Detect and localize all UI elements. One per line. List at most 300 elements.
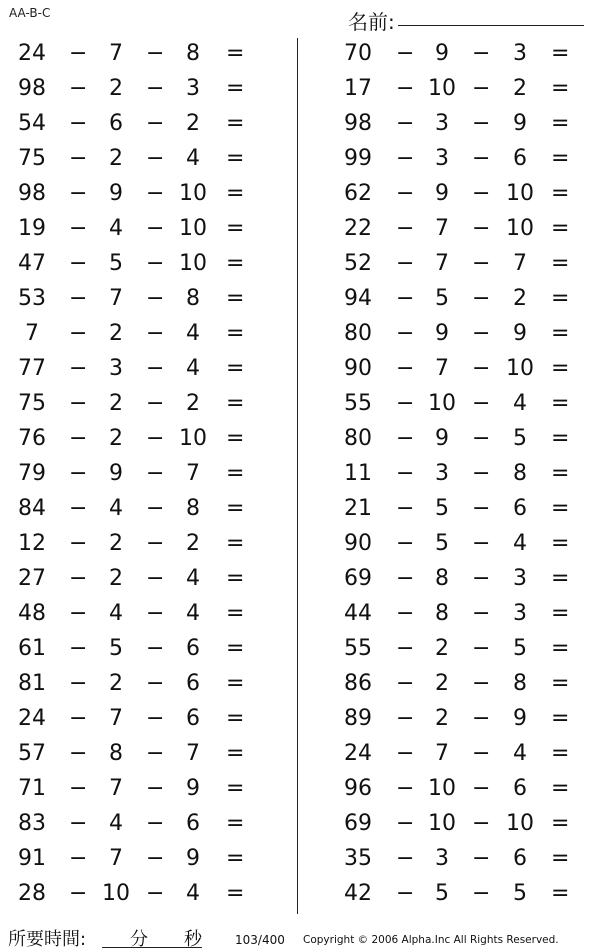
first-number: 54: [18, 111, 46, 136]
equals-sign: =: [226, 356, 245, 381]
first-number: 80: [344, 321, 372, 346]
equals-sign: =: [226, 671, 245, 696]
copyright-notice: Copyright © 2006 Alpha.Inc All Rights Reserved.: [303, 934, 559, 946]
second-number: 8: [435, 601, 449, 626]
first-number: 90: [344, 531, 372, 556]
first-number: 27: [18, 566, 46, 591]
third-number: 10: [506, 811, 534, 836]
first-number: 24: [18, 41, 46, 66]
problem-row: [0, 73, 290, 108]
minus-sign: −: [472, 41, 491, 66]
minus-sign: −: [146, 776, 165, 801]
minus-sign: −: [472, 146, 491, 171]
third-number: 10: [506, 181, 534, 206]
second-number: 9: [435, 321, 449, 346]
first-number: 17: [344, 76, 372, 101]
minus-sign: −: [472, 356, 491, 381]
equals-sign: =: [226, 41, 245, 66]
problem-row: [328, 458, 600, 493]
second-number: 10: [428, 76, 456, 101]
first-number: 86: [344, 671, 372, 696]
seconds-label: 秒: [184, 929, 202, 950]
third-number: 9: [186, 776, 200, 801]
minus-sign: −: [69, 601, 88, 626]
equals-sign: =: [551, 741, 570, 766]
equals-sign: =: [226, 846, 245, 871]
minus-sign: −: [396, 531, 415, 556]
equals-sign: =: [226, 741, 245, 766]
first-number: 61: [18, 636, 46, 661]
first-number: 70: [344, 41, 372, 66]
second-number: 3: [435, 846, 449, 871]
third-number: 4: [513, 741, 527, 766]
problem-row: [328, 493, 600, 528]
minus-sign: −: [146, 741, 165, 766]
first-number: 55: [344, 636, 372, 661]
problem-row: [328, 598, 600, 633]
second-number: 2: [109, 321, 123, 346]
equals-sign: =: [551, 566, 570, 591]
equals-sign: =: [226, 706, 245, 731]
third-number: 10: [179, 426, 207, 451]
problem-row: [0, 493, 290, 528]
minus-sign: −: [146, 216, 165, 241]
problem-row: [0, 738, 290, 773]
second-number: 2: [109, 76, 123, 101]
first-number: 94: [344, 286, 372, 311]
minus-sign: −: [69, 706, 88, 731]
second-number: 4: [109, 496, 123, 521]
third-number: 10: [179, 216, 207, 241]
first-number: 48: [18, 601, 46, 626]
second-number: 8: [109, 741, 123, 766]
minus-sign: −: [396, 671, 415, 696]
second-number: 9: [435, 181, 449, 206]
third-number: 10: [179, 181, 207, 206]
third-number: 8: [513, 671, 527, 696]
second-number: 5: [435, 286, 449, 311]
minus-sign: −: [472, 321, 491, 346]
minus-sign: −: [69, 76, 88, 101]
minus-sign: −: [396, 426, 415, 451]
equals-sign: =: [226, 566, 245, 591]
problem-row: [0, 668, 290, 703]
first-number: 91: [18, 846, 46, 871]
first-number: 80: [344, 426, 372, 451]
first-number: 62: [344, 181, 372, 206]
third-number: 4: [513, 531, 527, 556]
third-number: 6: [186, 671, 200, 696]
first-number: 57: [18, 741, 46, 766]
problem-row: [328, 633, 600, 668]
second-number: 9: [435, 41, 449, 66]
third-number: 10: [179, 251, 207, 276]
second-number: 9: [109, 461, 123, 486]
problem-row: [328, 738, 600, 773]
equals-sign: =: [226, 76, 245, 101]
minus-sign: −: [69, 111, 88, 136]
second-number: 10: [102, 881, 130, 906]
third-number: 2: [513, 286, 527, 311]
equals-sign: =: [551, 636, 570, 661]
first-number: 83: [18, 811, 46, 836]
problem-row: [328, 213, 600, 248]
equals-sign: =: [226, 531, 245, 556]
equals-sign: =: [226, 391, 245, 416]
minus-sign: −: [146, 76, 165, 101]
problem-row: [0, 318, 290, 353]
minus-sign: −: [146, 426, 165, 451]
third-number: 10: [506, 216, 534, 241]
problem-row: [328, 423, 600, 458]
minus-sign: −: [396, 286, 415, 311]
minus-sign: −: [69, 741, 88, 766]
problem-row: [0, 843, 290, 878]
third-number: 7: [513, 251, 527, 276]
equals-sign: =: [551, 41, 570, 66]
minus-sign: −: [396, 146, 415, 171]
equals-sign: =: [226, 251, 245, 276]
problem-row: [328, 353, 600, 388]
third-number: 5: [513, 426, 527, 451]
problem-row: [0, 283, 290, 318]
minus-sign: −: [146, 636, 165, 661]
second-number: 8: [435, 566, 449, 591]
first-number: 42: [344, 881, 372, 906]
minus-sign: −: [146, 496, 165, 521]
equals-sign: =: [226, 881, 245, 906]
minus-sign: −: [146, 111, 165, 136]
first-number: 11: [344, 461, 372, 486]
problem-row: [328, 38, 600, 73]
equals-sign: =: [551, 321, 570, 346]
problem-row: [328, 773, 600, 808]
first-number: 47: [18, 251, 46, 276]
minus-sign: −: [146, 356, 165, 381]
first-number: 98: [344, 111, 372, 136]
minus-sign: −: [396, 776, 415, 801]
problem-row: [328, 108, 600, 143]
problem-row: [328, 388, 600, 423]
minus-sign: −: [472, 706, 491, 731]
minus-sign: −: [146, 321, 165, 346]
equals-sign: =: [551, 531, 570, 556]
equals-sign: =: [551, 76, 570, 101]
first-number: 75: [18, 146, 46, 171]
first-number: 79: [18, 461, 46, 486]
first-number: 55: [344, 391, 372, 416]
equals-sign: =: [551, 601, 570, 626]
second-number: 5: [109, 251, 123, 276]
minus-sign: −: [472, 496, 491, 521]
minus-sign: −: [396, 181, 415, 206]
minus-sign: −: [396, 321, 415, 346]
equals-sign: =: [551, 461, 570, 486]
minus-sign: −: [472, 671, 491, 696]
minus-sign: −: [69, 356, 88, 381]
second-number: 2: [109, 671, 123, 696]
problem-row: [328, 283, 600, 318]
minus-sign: −: [69, 181, 88, 206]
problem-row: [0, 773, 290, 808]
minus-sign: −: [69, 41, 88, 66]
problem-row: [0, 528, 290, 563]
minus-sign: −: [472, 111, 491, 136]
minus-sign: −: [472, 846, 491, 871]
minus-sign: −: [69, 251, 88, 276]
first-number: 69: [344, 811, 372, 836]
equals-sign: =: [551, 391, 570, 416]
minus-sign: −: [146, 391, 165, 416]
minus-sign: −: [146, 251, 165, 276]
equals-sign: =: [226, 496, 245, 521]
minus-sign: −: [396, 566, 415, 591]
first-number: 69: [344, 566, 372, 591]
third-number: 2: [186, 391, 200, 416]
equals-sign: =: [551, 846, 570, 871]
minus-sign: −: [146, 461, 165, 486]
third-number: 4: [186, 601, 200, 626]
minus-sign: −: [472, 811, 491, 836]
third-number: 7: [186, 461, 200, 486]
first-number: 22: [344, 216, 372, 241]
problem-row: [328, 703, 600, 738]
equals-sign: =: [551, 881, 570, 906]
minus-sign: −: [146, 286, 165, 311]
equals-sign: =: [226, 426, 245, 451]
third-number: 6: [513, 846, 527, 871]
first-number: 35: [344, 846, 372, 871]
second-number: 2: [435, 671, 449, 696]
minus-sign: −: [69, 146, 88, 171]
problem-row: [328, 563, 600, 598]
first-number: 24: [18, 706, 46, 731]
column-divider: [297, 38, 298, 914]
second-number: 2: [109, 566, 123, 591]
equals-sign: =: [551, 216, 570, 241]
equals-sign: =: [226, 286, 245, 311]
second-number: 7: [435, 356, 449, 381]
second-number: 4: [109, 811, 123, 836]
equals-sign: =: [551, 776, 570, 801]
equals-sign: =: [226, 461, 245, 486]
minus-sign: −: [69, 391, 88, 416]
first-number: 98: [18, 181, 46, 206]
minus-sign: −: [472, 181, 491, 206]
minus-sign: −: [146, 146, 165, 171]
second-number: 6: [109, 111, 123, 136]
third-number: 6: [513, 496, 527, 521]
first-number: 7: [25, 321, 39, 346]
minus-sign: −: [146, 41, 165, 66]
minus-sign: −: [69, 461, 88, 486]
minus-sign: −: [472, 461, 491, 486]
equals-sign: =: [226, 776, 245, 801]
problem-row: [0, 353, 290, 388]
minus-sign: −: [396, 111, 415, 136]
third-number: 2: [186, 531, 200, 556]
problem-row: [0, 143, 290, 178]
third-number: 10: [506, 356, 534, 381]
minus-sign: −: [396, 811, 415, 836]
problem-row: [0, 178, 290, 213]
minus-sign: −: [472, 566, 491, 591]
problem-row: [0, 388, 290, 423]
minus-sign: −: [396, 461, 415, 486]
minus-sign: −: [472, 636, 491, 661]
second-number: 3: [435, 111, 449, 136]
problem-row: [328, 73, 600, 108]
minus-sign: −: [69, 776, 88, 801]
equals-sign: =: [551, 426, 570, 451]
second-number: 2: [435, 636, 449, 661]
equals-sign: =: [226, 146, 245, 171]
problem-row: [328, 178, 600, 213]
third-number: 9: [513, 321, 527, 346]
problem-row: [328, 843, 600, 878]
equals-sign: =: [226, 811, 245, 836]
minus-sign: −: [69, 566, 88, 591]
third-number: 6: [186, 706, 200, 731]
minus-sign: −: [146, 846, 165, 871]
minus-sign: −: [396, 706, 415, 731]
minus-sign: −: [472, 216, 491, 241]
minus-sign: −: [472, 286, 491, 311]
third-number: 8: [186, 496, 200, 521]
third-number: 4: [186, 321, 200, 346]
second-number: 9: [109, 181, 123, 206]
problem-row: [0, 458, 290, 493]
problem-row: [0, 598, 290, 633]
third-number: 2: [513, 76, 527, 101]
minus-sign: −: [69, 636, 88, 661]
minus-sign: −: [69, 671, 88, 696]
third-number: 8: [186, 41, 200, 66]
first-number: 21: [344, 496, 372, 521]
minus-sign: −: [396, 846, 415, 871]
first-number: 44: [344, 601, 372, 626]
minus-sign: −: [69, 881, 88, 906]
equals-sign: =: [226, 111, 245, 136]
second-number: 5: [435, 531, 449, 556]
minus-sign: −: [146, 811, 165, 836]
equals-sign: =: [551, 671, 570, 696]
third-number: 3: [186, 76, 200, 101]
name-label: 名前:: [348, 10, 395, 34]
minus-sign: −: [396, 251, 415, 276]
minus-sign: −: [69, 216, 88, 241]
second-number: 4: [109, 216, 123, 241]
third-number: 6: [186, 811, 200, 836]
equals-sign: =: [551, 706, 570, 731]
problem-row: [328, 668, 600, 703]
minus-sign: −: [69, 321, 88, 346]
problem-row: [328, 878, 600, 913]
third-number: 8: [513, 461, 527, 486]
third-number: 2: [186, 111, 200, 136]
minus-sign: −: [472, 391, 491, 416]
minus-sign: −: [472, 601, 491, 626]
minus-sign: −: [146, 671, 165, 696]
first-number: 99: [344, 146, 372, 171]
first-number: 12: [18, 531, 46, 556]
third-number: 4: [186, 881, 200, 906]
first-number: 28: [18, 881, 46, 906]
equals-sign: =: [551, 111, 570, 136]
third-number: 3: [513, 566, 527, 591]
problem-row: [0, 703, 290, 738]
second-number: 7: [435, 741, 449, 766]
third-number: 5: [513, 881, 527, 906]
minus-sign: −: [472, 881, 491, 906]
minus-sign: −: [396, 636, 415, 661]
equals-sign: =: [551, 811, 570, 836]
minus-sign: −: [396, 391, 415, 416]
first-number: 75: [18, 391, 46, 416]
second-number: 7: [109, 286, 123, 311]
problem-row: [0, 878, 290, 913]
third-number: 6: [513, 146, 527, 171]
minus-sign: −: [69, 496, 88, 521]
minus-sign: −: [396, 216, 415, 241]
minus-sign: −: [146, 566, 165, 591]
second-number: 10: [428, 776, 456, 801]
second-number: 2: [109, 426, 123, 451]
problem-row: [328, 318, 600, 353]
second-number: 4: [109, 601, 123, 626]
second-number: 7: [109, 776, 123, 801]
second-number: 7: [435, 251, 449, 276]
minus-sign: −: [146, 881, 165, 906]
problem-row: [0, 633, 290, 668]
problem-row: [0, 808, 290, 843]
second-number: 7: [109, 706, 123, 731]
minus-sign: −: [69, 286, 88, 311]
equals-sign: =: [551, 356, 570, 381]
third-number: 3: [513, 41, 527, 66]
equals-sign: =: [551, 146, 570, 171]
third-number: 8: [186, 286, 200, 311]
minus-sign: −: [472, 741, 491, 766]
second-number: 3: [435, 461, 449, 486]
equals-sign: =: [551, 181, 570, 206]
second-number: 7: [109, 846, 123, 871]
first-number: 90: [344, 356, 372, 381]
third-number: 5: [513, 636, 527, 661]
first-number: 76: [18, 426, 46, 451]
first-number: 24: [344, 741, 372, 766]
minus-sign: −: [69, 846, 88, 871]
minus-sign: −: [69, 531, 88, 556]
right-problem-column: [328, 38, 600, 913]
minus-sign: −: [396, 41, 415, 66]
problem-row: [0, 213, 290, 248]
minus-sign: −: [472, 531, 491, 556]
second-number: 5: [435, 881, 449, 906]
minus-sign: −: [396, 881, 415, 906]
equals-sign: =: [226, 321, 245, 346]
first-number: 84: [18, 496, 46, 521]
first-number: 96: [344, 776, 372, 801]
second-number: 2: [109, 531, 123, 556]
first-number: 77: [18, 356, 46, 381]
third-number: 4: [186, 566, 200, 591]
problem-row: [0, 108, 290, 143]
equals-sign: =: [226, 601, 245, 626]
left-problem-column: [0, 38, 290, 913]
second-number: 2: [109, 146, 123, 171]
problem-row: [0, 38, 290, 73]
